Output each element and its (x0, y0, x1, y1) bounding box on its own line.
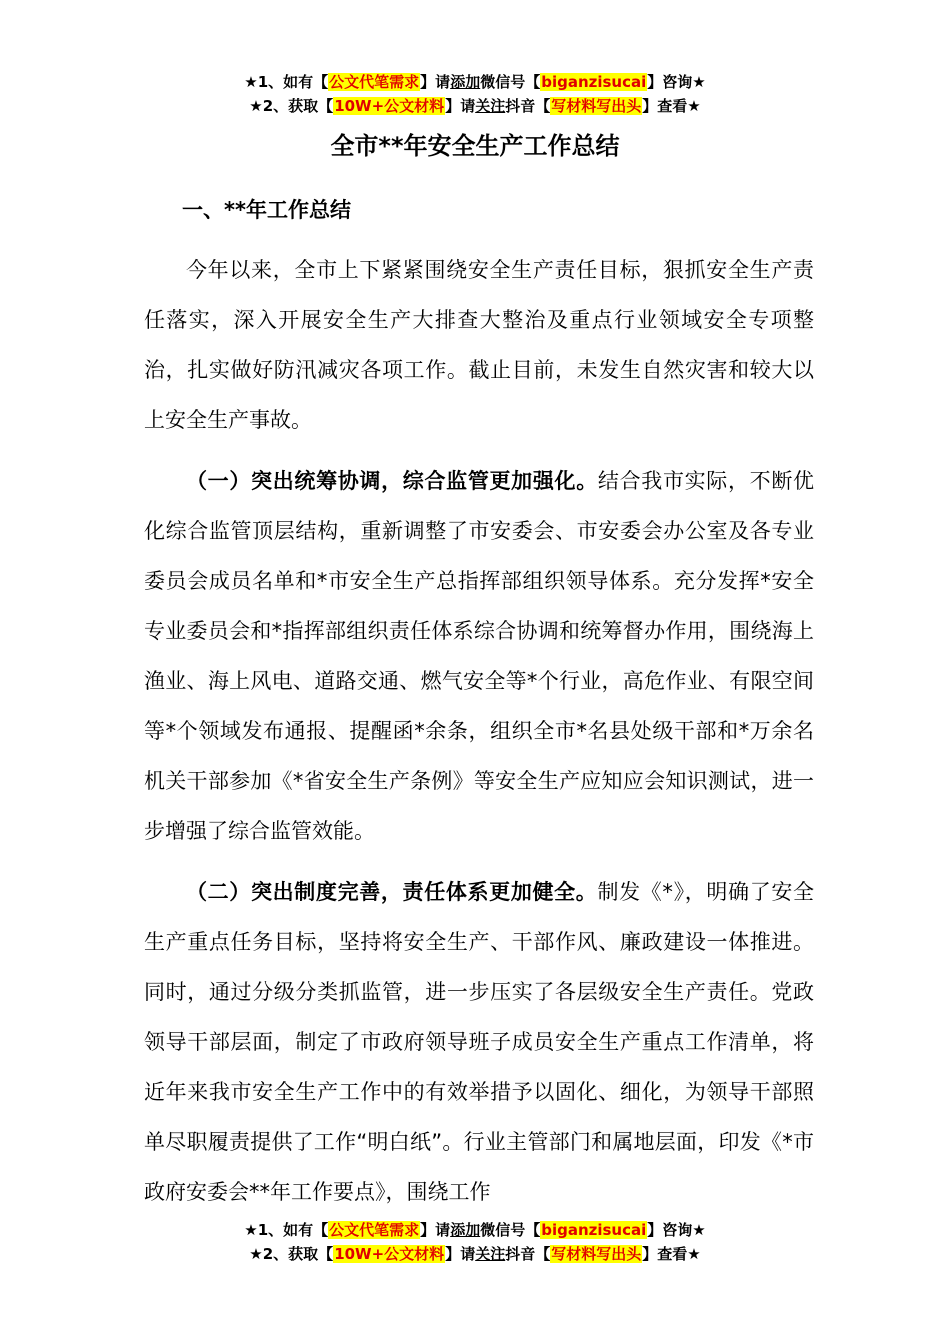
banner-text: 】查看★ (642, 1245, 701, 1263)
banner-line-1 (0, 1218, 950, 1242)
banner-text: 】咨询★ (647, 1221, 706, 1239)
underlined-text: 添加 (450, 1221, 481, 1239)
banner-text: 】查看★ (642, 97, 701, 115)
banner-text: 】请 (445, 97, 476, 115)
paragraph-body: 结合我市实际，不断优化综合监管顶层结构，重新调整了市安委会、市安委会办公室及各专业委员会成员名单和*市安全生产总指挥部组织领导体系。充分发挥*安全专业委员会和*指挥部组织责任体系综合协调和统筹督办作用，围绕海上渔业、海上风电、道路交通、燃气安全等*个行业，高危作业、有限空间等*个领域发布通报、提醒函*余条，组织全市*名县处级干部和*万余名机关干部参加《*省安全生产条例》等安全生产应知应会知识测试，进一步增强了综合监管效能。 (144, 469, 815, 843)
underlined-text: 关注 (475, 1245, 506, 1263)
banner-text: 微信号【 (480, 73, 541, 91)
paragraph-lead: （一）突出统筹协调，综合监管更加强化。 (186, 469, 598, 493)
paragraph-responsibility (144, 867, 814, 1217)
section-heading: 一、**年工作总结 (182, 198, 351, 222)
paragraph-coordination (144, 456, 814, 856)
banner-text: ★2、获取【 (249, 97, 334, 115)
highlight-text: 公文代笔需求 (329, 1221, 420, 1239)
banner-text: ★1、如有【 (244, 73, 329, 91)
highlight-text: 公文代笔需求 (329, 73, 420, 91)
document-body (144, 187, 814, 1228)
underlined-text: 添加 (450, 73, 481, 91)
banner-text: 抖音【 (505, 97, 551, 115)
banner-text: 】请 (445, 1245, 476, 1263)
paragraph-lead: （二）突出制度完善，责任体系更加健全。 (186, 880, 598, 904)
douyin-id: 写材料写出头 (551, 1245, 642, 1263)
header-banner (0, 70, 950, 118)
footer-banner (0, 1218, 950, 1266)
wechat-id: biganzisucai (541, 1221, 647, 1239)
banner-text: 】请 (420, 1221, 451, 1239)
banner-line-2 (0, 94, 950, 118)
paragraph-intro: 今年以来，全市上下紧紧围绕安全生产责任目标，狠抓安全生产责任落实，深入开展安全生产大排查大整治及重点行业领域安全专项整治，扎实做好防汛减灾各项工作。截止目前，未发生自然灾害和较大以上安全生产事故。 (144, 258, 814, 432)
banner-text: 】请 (420, 73, 451, 91)
banner-line-2 (0, 1242, 950, 1266)
document-title: 全市**年安全生产工作总结 (330, 132, 620, 160)
highlight-text: 10W+公文材料 (334, 1245, 445, 1263)
banner-line-1 (0, 70, 950, 94)
wechat-id: biganzisucai (541, 73, 647, 91)
banner-text: 抖音【 (505, 1245, 551, 1263)
highlight-text: 10W+公文材料 (334, 97, 445, 115)
underlined-text: 关注 (475, 97, 506, 115)
paragraph-body: 制发《*》，明确了安全生产重点任务目标，坚持将安全生产、干部作风、廉政建设一体推进。同时，通过分级分类抓监管，进一步压实了各层级安全生产责任。党政领导干部层面，制定了市政府领导班子成员安全生产重点工作清单，将近年来我市安全生产工作中的有效举措予以固化、细化，为领导干部照单尽职履责提供了工作“明白纸”。行业主管部门和属地层面，印发《*市政府安委会**年工作要点》，围绕工作 (144, 880, 815, 1204)
banner-text: ★2、获取【 (249, 1245, 334, 1263)
douyin-id: 写材料写出头 (551, 97, 642, 115)
banner-text: ★1、如有【 (244, 1221, 329, 1239)
banner-text: 】咨询★ (647, 73, 706, 91)
banner-text: 微信号【 (480, 1221, 541, 1239)
